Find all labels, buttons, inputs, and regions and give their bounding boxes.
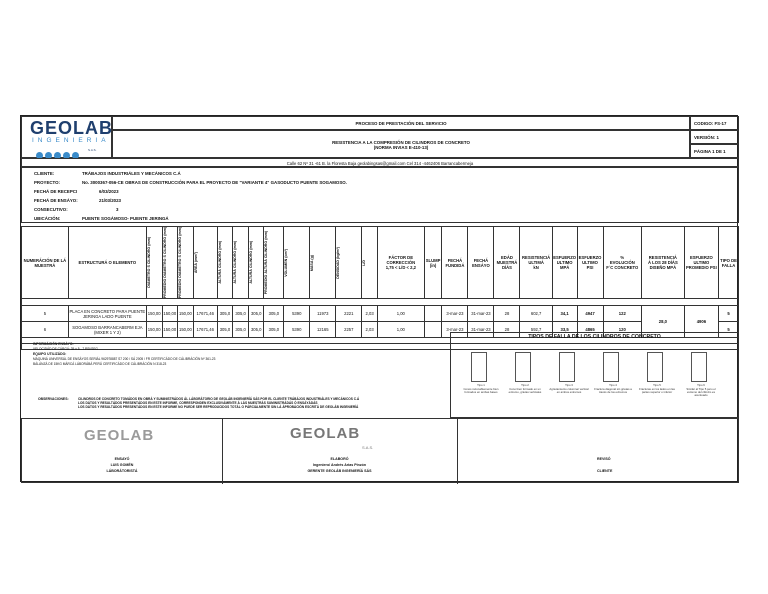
th-masa: MÁSÁ (g) <box>310 254 315 271</box>
doc-norm: (NORMA INVIAS E-410-13) <box>373 145 429 150</box>
ensayo-value: 21/03/2023 <box>99 198 121 203</box>
table-row: 5 PLACA EN CONCRETO PARA PUENTE JERINGA LADO PUENTE 150,00 150,00 150,00 17671,46 305,0 305,0 305,0 305,0 5390 11973 2221 2,03 1,00 3-mar-23 31-mar-23 28 602,7 34,1 4947 122 28,0 4906 5 <box>22 306 739 322</box>
th-edad: EDÁD MUESTRÁ DÍÁS <box>494 227 520 299</box>
res28-cell: 28,0 <box>642 306 685 338</box>
th-evo: % EVOLUCIÓN F´C CONCRETO <box>603 227 642 299</box>
table-spacer-row <box>22 299 739 306</box>
th-muestra: NUMERÁCIÓN DE LÁ MUESTRÁ <box>22 227 69 299</box>
logo-ingenieria-text: INGENIERIA <box>32 137 110 144</box>
logo-box <box>21 116 112 158</box>
th-d1: DIÁMETRO S CILINDRO (mm) <box>146 237 151 288</box>
consecutivo-label: CONSECUTIVO: <box>34 207 68 212</box>
table-row: 6 SOGAMOSO BARRANCABERM EJA (MIXER 1 Y 2) 150,00 150,00 150,00 17671,46 305,0 305,0 305,0 305,0 5390 12165 2257 2,03 1,00 3-mar-23 31-mar-23 28 592,7 33,5 4865 120 5 <box>22 322 739 338</box>
signature-center-logo: GEOLAB <box>290 425 361 442</box>
proyecto-label: PROYECTO: <box>34 180 61 185</box>
th-promedio: ESFUERZO ULTIMO PROMEDIO PSI <box>684 227 718 299</box>
th-ensayo: FECHÁ ENSÁYO <box>468 227 494 299</box>
ensayo-label: FECHÁ DE ENSÁYO: <box>34 198 78 203</box>
report-sheet <box>20 115 738 482</box>
th-mpa: ESFUERZO ULTIMO MPÁ <box>552 227 577 299</box>
balanza-text: BÁLÁNZÁ DE 15KG MÁRCÁ LÁBORÁBÁ PERÚ CERTIFICÁDO DE CÁLIBRÁCIÓN N 318-23 <box>33 362 167 366</box>
process-title: PROCESO DE PRESTACIÓN DEL SERVICIO <box>112 116 690 130</box>
logo-icons <box>36 146 80 153</box>
th-estructura: ESTRUCTURÁ O ELEMENTO <box>68 227 146 299</box>
signature-left: GEOLAB ENSAYÓ LUIS GOMÉN LÁBORÁTORISTÁ <box>22 419 223 484</box>
recepcion-value: 6/03/2023 <box>99 189 119 194</box>
velocidad-text: VELOCIDÁD DE CÁRGÁ: 35 ± 5 - 7 PSI/SEG <box>33 347 98 351</box>
th-dens: DENSIDÁD (kg/m³) <box>336 246 341 279</box>
fallas-figures: Tipo 1 Conos razonablemente bien formados en ambas bases Tipo 2 Cono bien formado en un extremo, grietas verticales Tipo 3 Agrietamiento columnar vertical en ambos extremos Tipo 4 Fractura diagonal sin grietas a través de los extremos Tipo 5 Fracturas en los lados en las partes superior o inferior Tipo 6 Similar al Tipo 5 pero el extremo del cilindro es acentuado <box>461 352 731 416</box>
recepcion-label: FECHÁ DE RECEPCI <box>34 189 78 194</box>
promedio-cell: 4906 <box>684 306 718 338</box>
doc-code: CODIGO: FS-17 <box>690 116 739 130</box>
th-altprom: PROMEDIO ÁLTURÁ CILINDRO (mm) <box>264 231 269 295</box>
th-carga: RESISTENCIÁ ULTIMÁ kN <box>520 227 552 299</box>
address-line: Calle 62 Nº 31 -61 B. la Floresta Baja geolabingsas@gmail.com Cel 314 -4462406 Barrancabermeja <box>21 158 739 167</box>
fallas-title: TIPOS DE FALLA DE LOS CILINDROS DE CONCRETO <box>528 334 661 340</box>
info-block <box>21 167 739 223</box>
proyecto-value: No. 3000367-056-CE OBRAS DE CONSTRUCCIÓN PARA EL PROYECTO DE "VARIANTE 4" GASODUCTO PUENTE SOGAMOSO. <box>82 180 347 185</box>
th-falla: TIPO DE FALLA <box>719 227 739 299</box>
th-d2: PROMEDIO DIÁMETRO S CILINDRO (mm) <box>162 227 167 299</box>
th-slump: SLUMP (in) <box>424 227 442 299</box>
notes-block <box>33 342 413 412</box>
equipo-label: EQUIPO UTILIZÁDO: <box>33 352 67 356</box>
logo-suffix: S.A.S. <box>88 148 97 152</box>
cliente-value: TRÁBAJOS INDUSTRIÁLES Y MECÁNICOS C.Á <box>82 171 181 176</box>
consecutivo-value: 3 <box>116 207 119 212</box>
th-psi: ESFUERZO ULTIMO PSI <box>577 227 603 299</box>
th-factor: FÁCTOR DE CORRECCIÓN 1,75 < L/D < 2,2 <box>377 227 424 299</box>
cliente-label: CLIENTE: <box>34 171 55 176</box>
ubicacion-label: UBICÁCIÓN: <box>34 216 61 221</box>
th-res28: RESISTENCIÁ Á LOS 28 DÍÁS DISEÑO MPÁ <box>642 227 685 299</box>
table-header-row <box>22 227 739 299</box>
doc-page: PÁGINA 1 DE 1 <box>690 144 739 158</box>
ubicacion-value: PUENTE SOGÁMOSO- PUENTE JERINGÁ <box>82 216 169 221</box>
signature-center: GEOLAB S.A.S. ELABORÓ Ingeniero/ Andrés Arias Pinzón GERENTE GEOLÁB INGENIERÍÁ SÁS <box>222 419 458 484</box>
th-ld: L/D <box>362 259 367 266</box>
th-fundida: FECHÁ FUNDIDÁ <box>442 227 468 299</box>
logo-geolab-text: GEOLAB <box>30 118 114 138</box>
th-alt: ÁLTURÁ CILINDRO (mm) <box>217 241 222 284</box>
doc-title-box <box>112 130 690 158</box>
th-alt2: ÁLTURÁ CILINDRO (mm) <box>233 241 238 284</box>
signature-left-logo: GEOLAB <box>84 427 155 444</box>
th-dprom: PROMEDIO DIÁMETRO S CILINDRO (mm) <box>178 227 183 299</box>
signatures-block <box>21 418 739 483</box>
doc-title: RESISTENCIA A LA COMPRESIÓN DE CILINDROS DE CONCRETO <box>332 140 470 145</box>
signature-right: REVISÓ CLIENTE <box>597 457 613 473</box>
info-ensayo-label: INFORMÁCIÓN ENSÁYO: <box>33 342 74 346</box>
th-alt3: ÁLTURÁ CILINDRO (mm) <box>248 241 253 284</box>
maquina-text: MÁQUINÁ UNIVERSÁL DE ENSÁYOS SERIÁL 962978887 S7 200 / SÁ 2005 / FR CERTIFICÁDO DE CÁLIBRÁCIÓN Nº 361-23 <box>33 357 216 361</box>
observaciones-text: CILINDROS DE CONCRETO TOMÁDOS EN OBRÁ Y SUMINISTRÁDOS ÁL LÁBORÁTORIO DE GEOLÁB INGENIERÍÁ SÁS POR EL CLIENTE TRÁBÁJOS INDUSTRIÁLES Y MECÁNICOS C.Á LOS DÁTOS Y RESULTÁDOS PRESENTÁDOS EN ESTE INFORME, CORRESPONDEN EXCLUSIVÁMENTE Á LÁS MUESTRÁS SUMINISTRÁDÁS Ó ENSÁYÁDÁS LOS DÁTOS Y RESULTÁDOS PRESENTÁDOS EN ESTE INFORME NO PUEDE SER REPRODUCIDOS TOTÁL O PÁRCIÁLMENTE SIN LÁ ÁPROBÁCIÓN ESCRITÁ DE GEOLÁB INGENIERÍÁ <box>78 397 360 410</box>
th-area: ÁREÁ (mm²) <box>193 252 198 274</box>
th-vol: VOLUMEN (cm³) <box>284 248 289 277</box>
observaciones-label: OBSERVACIONES: <box>38 397 69 401</box>
doc-version: VERSIÓN: 1 <box>690 130 739 144</box>
